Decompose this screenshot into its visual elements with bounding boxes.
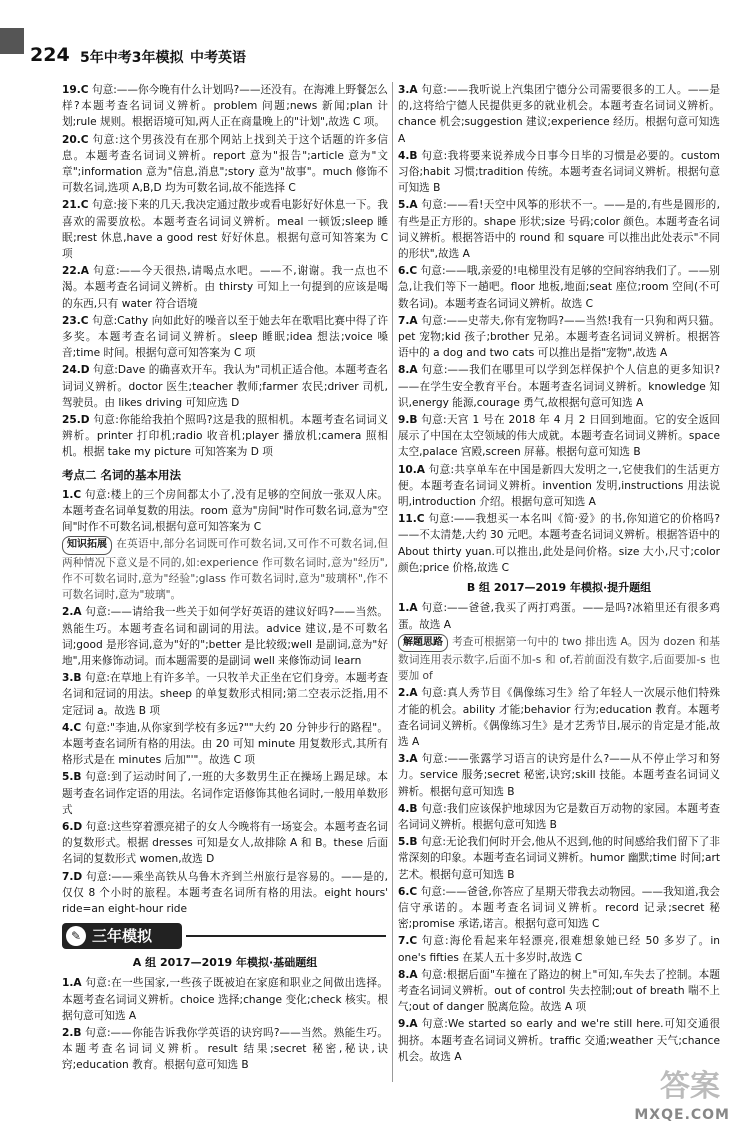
answer-entry [398,751,720,800]
answer-entry [398,834,720,883]
answer-entry [398,412,720,461]
page-header [0,0,750,72]
tip-label: 解题思路 [398,634,448,652]
answer-text: 句意:——我想买一本名叫《简·爱》的书,你知道它的价格吗?——不太清楚,大约 30 元吧。本题考查名词词义辨析。根据答语中的 About thirty yuan.可以推出,此处是问价格。size 大小,尺寸;color 颜色;price 价格,故选 C [398,513,720,574]
column-divider [392,82,393,1082]
tip-box [398,634,720,685]
answer-entry [62,604,388,669]
answer-number: 3.A [398,84,418,96]
answer-text: 句意:——你能告诉我你学英语的诀窍吗?——当然。熟能生巧。本题考查名词词义辨析。result 结果;secret 秘密,秘诀,诀窍;education 教育。根据句意可知选 B [62,1026,388,1072]
group-b-title: B 组 2017—2019 年模拟·提升题组 [466,581,652,595]
answer-text: 句意:天宫 1 号在 2018 年 4 月 2 日回到地面。它的安全返回展示了中国在太空领域的伟大成就。本题考查名词词义辨析。space 太空,palace 宫殿,screen 屏幕。根据句意可知选 B [398,414,720,459]
right-column [398,82,720,1066]
answer-entry [398,148,720,197]
answer-entry [62,487,388,536]
answer-number: 6.C [398,885,418,898]
answer-number: 24.D [62,364,90,377]
answer-text: 句意:我将要来说养成今日事今日毕的习惯是必要的。custom 习俗;habit 习惯;tradition 传统。本题考查名词词义辨析。根据句意可知选 B [398,149,720,195]
answer-entry [398,685,720,750]
answer-number: 7.A [398,314,418,327]
answer-number: 5.A [398,199,418,212]
answer-number: 22.A [62,265,89,278]
answer-text: 在英语中,部分名词既可作可数名词,又可作不可数名词,但两种情况下意义是不同的,如:experience 作可数名词时,意为"经历",作不可数名词时,意为"经验";glass 作可数名词时,意为"玻璃杯",作不可数名词时,意为"玻璃"。 [62,538,388,602]
answer-number: 4.C [62,721,82,734]
answer-text: 句意:这些穿着漂亮裙子的女人今晚将有一场宴会。本题考查名词的复数形式。根据 dresses 可知是女人,故排除 A 和 B。these 后面名词的复数形式 women,故选 D [62,820,388,866]
answer-number: 6.C [398,265,418,278]
answer-entry [398,462,720,511]
answer-text: 句意:——爸爸,我买了两打鸡蛋。——是吗?冰箱里还有很多鸡蛋。故选 A [398,602,720,631]
answer-number: 2.A [398,687,418,700]
answer-text: 句意:——哦,亲爱的!电梯里没有足够的空间容纳我们了。——别急,让我们等下一趟吧。floor 地板,地面;seat 座位;room 空间(不可数名词)。本题考查名词词义辨析。故选 C [398,265,720,310]
watermark [560,1053,730,1123]
answer-entry [62,313,388,362]
answer-entry [398,362,720,411]
answer-entry [398,884,720,933]
three-year-banner [62,923,388,949]
banner-label [62,923,182,949]
answer-text: 句意:"李迪,从你家到学校有多远?""大约 20 分钟步行的路程"。本题考查名词所有格的用法。由 20 可知 minute 用复数形式,其所有格形式是在 minutes 后加"'"。故选 C 项 [62,721,389,767]
banner-rule [186,935,386,937]
answer-number: 3.B [62,672,82,685]
answer-entry [62,1025,388,1074]
group-a-title: A 组 2017—2019 年模拟·基础题组 [132,956,318,970]
answer-text: 句意:根据后面"车撞在了路边的树上"可知,车失去了控制。本题考查名词词义辨析。out of control 失去控制;out of breath 喘不上气;out of danger 脱离危险。故选 A 项 [398,968,720,1014]
answer-number: 8.A [398,968,418,981]
watermark-logo: 答案 [660,1069,720,1104]
answer-entry [62,869,388,918]
answer-entry [62,362,388,411]
answer-text: 句意:——你今晚有什么计划吗?——还没有。在海滩上野餐怎么样?本题考查名词词义辨析。problem 问题;news 新闻;plan 计划;rule 规则。根据语境可知,两人正在商量晚上的"计划",故选 C 项。 [62,84,388,129]
answer-number: 9.B [398,414,418,427]
answer-text: 句意:楼上的三个房间都太小了,没有足够的空间放一张双人床。本题考查名词单复数的用法。room 意为"房间"时作可数名词,意为"空间"时作不可数名词,根据句意可知答案为 C [62,488,388,534]
answer-entry [398,933,720,965]
answer-text: 句意:到了运动时间了,一班的大多数男生正在操场上踢足球。本题考查名词作定语的用法。名词作定语修饰其他名词时,一般用单数形式 [62,771,388,816]
answer-entry [62,82,388,131]
answer-text: 句意:——爸爸,你答应了星期天带我去动物园。——我知道,我会信守承诺的。本题考查名词词义辨析。record 记录;secret 秘密;promise 承诺,诺言。根据句意可知选 C [398,885,720,931]
answer-number: 4.B [398,149,418,162]
answer-text: 句意:接下来的几天,我决定通过散步或看电影好好休息一下。我喜欢的需要放松。本题考查名词词义辨析。meal 一顿饭;sleep 睡眠;rest 休息,have a good rest 好好休息。根据句意可知答案为 C 项 [62,199,388,261]
answer-number: 21.C [62,199,89,212]
answer-text: 句意:——请给我一些关于如何学好英语的建议好吗?——当然。熟能生巧。本题考查名词和副词的用法。advice 建议,是不可数名词;good 是形容词,意为"好的";better 是比较级;well 是副词,意为"好地",用来修饰动词。而本题需要的是副词 well 来修饰动词 learn [62,606,388,667]
answer-text: 句意:——我听说上汽集团宁德分公司需要很多的工人。——是的,这将给宁德人民提供更多的就业机会。本题考查名词词义辨析。chance 机会;suggestion 建议;experience 经历。根据句意可知选 A [398,84,720,145]
tip-box [62,536,388,603]
left-column [62,82,388,1075]
answer-entry [398,263,720,312]
banner-text: 三年模拟 [92,927,153,946]
answer-text: 句意:We started so early and we're still here.可知交通很拥挤。本题考查名词词义辨析。traffic 交通;weather 天气;chance 机会。故选 A [398,1018,720,1063]
answer-text: 句意:在草地上有许多羊。一只牧羊犬正坐在它们身旁。本题考查名词和冠词的用法。sheep 的单复数形式相同;第二空表示泛指,用不定冠词 a。故选 B 项 [62,672,388,717]
answer-entry [62,975,388,1024]
answer-text: 句意:——今天很热,请喝点水吧。——不,谢谢。我一点也不渴。本题考查名词词义辨析。由 thirsty 可知上一句提到的应该是喝的东西,只有 water 符合语境 [62,265,388,310]
answer-entry [398,801,720,833]
answer-entry [62,412,388,461]
answer-entry [62,263,388,312]
answer-number: 5.B [62,771,82,784]
answer-text: 句意:——史蒂夫,你有宠物吗?——当然!我有一只狗和两只猫。pet 宠物;kid 孩子;brother 兄弟。本题考查名词词义辨析。根据答语中的 a dog and two cats 可以推出是指"宠物",故选 A [398,314,720,360]
answer-number: 10.A [398,463,425,476]
answer-text: 句意:我们应该保护地球因为它是数百万动物的家园。本题考查名词词义辨析。根据句意可知选 B [398,802,720,831]
answer-entry [398,967,720,1016]
answer-number: 1.A [62,977,82,990]
answer-number: 8.A [398,364,418,377]
answer-number: 1.C [62,488,82,501]
header-decoration [0,28,24,54]
answer-number: 5.B [398,836,418,849]
answer-number: 4.B [398,802,418,815]
section-title: 考点二 名词的基本用法 [62,467,182,482]
answer-entry [398,600,720,632]
answer-text: 句意:无论我们何时开会,他从不迟到,他的时间感给我们留下了非常深刻的印象。本题考查名词词义辨析。humor 幽默;time 时间;art 艺术。根据句意可知选 B [398,836,720,881]
answer-text: 句意:——我们在哪里可以学到怎样保护个人信息的更多知识?——在学生安全教育平台。本题考查名词词义辨析。knowledge 知识,energy 能源,courage 勇气,故根据句意可知选 A [398,364,720,409]
answer-number: 25.D [62,414,90,427]
answer-entry [62,197,388,262]
answer-entry [62,132,388,197]
answer-entry [398,313,720,362]
answer-entry [62,819,388,868]
answer-number: 7.C [398,935,418,948]
answer-entry [398,197,720,262]
answer-number: 11.C [398,513,425,526]
answer-text: 句意:在一些国家,一些孩子既被迫在家庭和职业之间做出选择。本题考查名词词义辨析。choice 选择;change 变化;check 核实。根据句意可知选 A [62,977,388,1022]
answer-number: 7.D [62,870,83,883]
answer-number: 23.C [62,314,89,327]
answer-text: 句意:共享单车在中国是新四大发明之一,它使我们的生活更方便。本题考查名词词义辨析。invention 发明,instructions 用法说明,introduction 介绍。根据句意可知选 A [398,463,720,509]
answer-number: 20.C [62,133,89,146]
answer-number: 6.D [62,820,83,833]
answer-text: 句意:真人秀节目《偶像练习生》给了年轻人一次展示他们特殊才能的机会。ability 才能;behavior 行为;education 教育。本题考查名词词义辨析。《偶像练习生》是才艺秀节目,展示的肯定是才能,故选 A [398,687,720,748]
answer-number: 2.A [62,606,82,619]
answer-text: 句意:——看!天空中风筝的形状不一。——是的,有些是圆形的,有些是正方形的。shape 形状;size 号码;color 颜色。本题考查名词词义辨析。根据答语中的 round 和 square 可以推出此处表示"不同的形状",故选 A [398,199,720,261]
answer-entry [62,670,388,719]
book-icon: ✎ [66,926,86,946]
book-title: 5年中考3年模拟 [80,50,184,66]
answer-text: 句意:——张露学习语言的诀窍是什么?——从不停止学习和努力。service 服务;secret 秘密,诀窍;skill 技能。本题考查名词词义辨析。根据句意可知选 B [398,753,720,798]
answer-entry [398,511,720,576]
answer-number: 9.A [398,1018,418,1031]
answer-number: 3.A [398,753,418,766]
answer-number: 19.C [62,84,89,96]
answer-text: 句意:Cathy 向如此好的噪音以至于她去年在歌唱比赛中得了许多奖。本题考查名词词义辨析。sleep 睡眠;idea 想法;voice 嗓音;time 时间。根据句意可知答案为 C 项 [62,314,388,360]
answer-text: 句意:这个男孩没有在那个网站上找到关于这个话题的许多信息。本题考查名词词义辨析。report 意为"报告";article 意为"文章";information 意为"信息,消息";story 意为"故事"。much 修饰不可数名词,选项 A,B,D 均为可数名词,故不能选择 C [62,133,388,195]
answer-number: 1.A [398,602,418,615]
answer-entry [62,720,388,769]
book-subject: 中考英语 [190,50,246,66]
watermark-url: MXQE.COM [634,1107,730,1123]
answer-text: 句意:Dave 的确喜欢开车。我认为"司机正适合他。本题考查名词词义辨析。doctor 医生;teacher 教师;farmer 农民;driver 司机,驾驶员。由 likes driving 可知应选 D [62,364,388,409]
answer-entry [62,769,388,818]
tip-label: 知识拓展 [62,536,112,554]
answer-text: 考查可根据第一句中的 two 排出选 A。因为 dozen 和基数词连用表示数字,后面不加-s 和 of,若前面没有数字,后面要加-s 也要加 of [398,635,720,683]
answer-text: 句意:海伦看起来年轻漂亮,很难想象她已经 50 多岁了。in one's fifties 在某人五十多岁时,故选 C [398,935,720,964]
page-number: 224 [30,44,70,66]
answer-text: 句意:你能给我拍个照吗?这是我的照相机。本题考查名词词义辨析。printer 打印机;radio 收音机;player 播放机;camera 照相机。根据 take my picture 可知答案为 D 项 [62,414,388,459]
answer-text: 句意:——乘坐高铁从乌鲁木齐到兰州旅行是容易的。——是的,仅仅 8 个小时的旅程。本题考查名词所有格的用法。eight hours' ride=an eight-hour ride [62,870,388,915]
answer-number: 2.B [62,1026,82,1039]
answer-entry [398,82,720,147]
